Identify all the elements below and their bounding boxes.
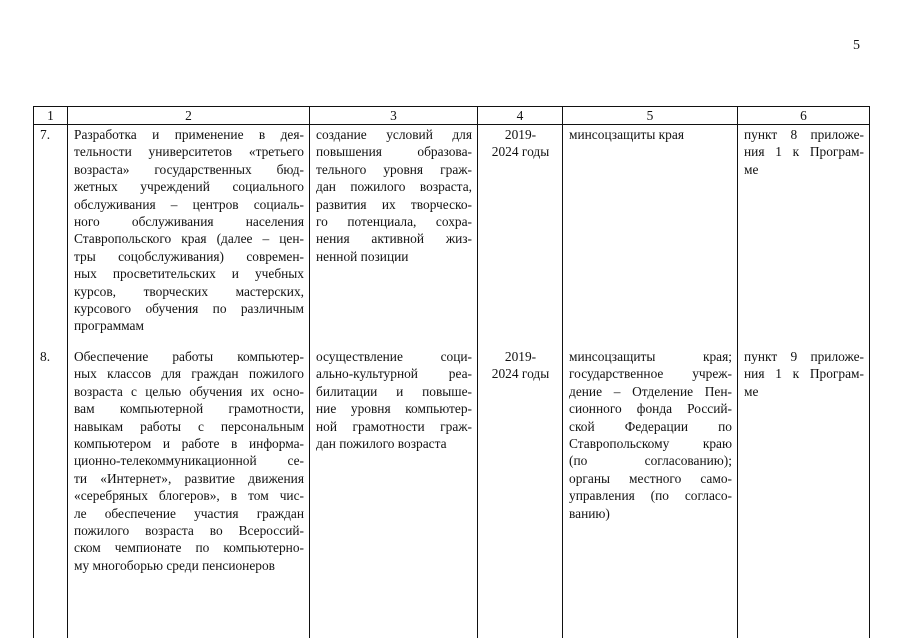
cell-text-line: осуществление соци- [316, 349, 472, 364]
row-number: 8. [34, 336, 68, 578]
cell-text-line: дан пожилого возраста [316, 436, 447, 452]
column-header-4: 4 [478, 107, 563, 125]
table-row [34, 336, 870, 578]
reference-cell [738, 125, 870, 337]
cell-text-line: ния 1 к Програм- [744, 366, 864, 382]
cell-text-line: ти «Интернет», развитие движения [74, 470, 304, 486]
cell-text-line: дение – Отделение Пен- [569, 383, 732, 399]
cell-text-line: нения активной жиз- [316, 231, 472, 247]
cell-text-line: пожилого возраста во Всероссий- [74, 523, 304, 539]
cell-text-line: государственное учреж- [569, 366, 732, 382]
cell-text-line: ской Федерации по [569, 418, 732, 434]
cell-text-line: программам [74, 318, 144, 334]
cell-text-line: «серебряных блогеров», в том чис- [74, 488, 304, 504]
cell-text-line: ме [744, 383, 759, 399]
activity-cell [68, 336, 310, 578]
row-number: 7. [34, 125, 68, 337]
goal-cell [310, 125, 478, 337]
cell-text-line: дан пожилого возраста, [316, 179, 472, 195]
cell-text-line: Ставропольского края (далее – цен- [74, 231, 304, 247]
cell-text-line: минсоцзащиты края; [569, 349, 732, 364]
cell-text-line: ненной позиции [316, 248, 409, 264]
period-cell [478, 125, 563, 337]
column-header-2: 2 [68, 107, 310, 125]
cell-text-line: тры соцобслуживания) современ- [74, 248, 304, 264]
column-header-3: 3 [310, 107, 478, 125]
cell-text-line: ние уровня компьютер- [316, 401, 472, 417]
cell-text-line: курсового обучения по различным [74, 301, 304, 317]
cell-text-line: вам компьютерной грамотности, [74, 401, 304, 417]
cell-text-line: ле обеспечение участия граждан [74, 505, 304, 521]
cell-text-line: обслуживания – центров социаль- [74, 196, 304, 212]
program-activities-table [33, 106, 870, 638]
cell-text-line: возраста с целью обучения их осно- [74, 383, 304, 399]
cell-text-line: (по согласованию); [569, 453, 732, 469]
cell-text-line: ванию) [569, 505, 610, 521]
cell-text-line: Разработка и применение в дея- [74, 127, 304, 142]
cell-text-line: создание условий для [316, 127, 472, 142]
cell-text-line: компьютером и работе в информа- [74, 436, 304, 452]
goal-cell [310, 336, 478, 578]
cell-text-line: билитации и повыше- [316, 383, 472, 399]
cell-text-line: го потенциала, сохра- [316, 214, 472, 230]
cell-text-line: минсоцзащиты края [569, 127, 684, 142]
cell-text-line: развития их творческо- [316, 196, 472, 212]
cell-text-line: ной грамотности граж- [316, 418, 472, 434]
cell-text-line: ме [744, 161, 759, 177]
cell-text-line: му многоборью среди пенсионеров [74, 557, 276, 573]
cell-text-line: ционно-телекоммуникационной се- [74, 453, 304, 469]
period-cell [478, 336, 563, 578]
cell-text-line: пункт 8 приложе- [744, 127, 864, 142]
cell-text-line: 2019- [504, 349, 537, 364]
cell-text-line: 2024 годы [491, 366, 550, 382]
cell-text-line: возраста» государственных бюд- [74, 161, 304, 177]
cell-text-line: жетных учреждений социального [74, 179, 304, 195]
cell-text-line: ально-культурной реа- [316, 366, 472, 382]
cell-text-line: органы местного само- [569, 470, 732, 486]
table-bottom-spacer [34, 578, 870, 638]
cell-text-line: 2019- [504, 127, 537, 142]
column-number-header-row [34, 107, 870, 125]
cell-text-line: повышения образова- [316, 144, 472, 160]
cell-text-line: ском чемпионате по компьютерно- [74, 540, 304, 556]
activity-cell [68, 125, 310, 337]
reference-cell [738, 336, 870, 578]
cell-text-line: тельности университетов «третьего [74, 144, 304, 160]
cell-text-line: пункт 9 приложе- [744, 349, 864, 364]
cell-text-line: тельного уровня граж- [316, 161, 472, 177]
cell-text-line: ния 1 к Програм- [744, 144, 864, 160]
table-row [34, 125, 870, 337]
cell-text-line: Обеспечение работы компьютер- [74, 349, 304, 364]
column-header-6: 6 [738, 107, 870, 125]
executor-cell [563, 336, 738, 578]
cell-text-line: сионного фонда Россий- [569, 401, 732, 417]
cell-text-line: ного обслуживания населения [74, 214, 304, 230]
column-header-1: 1 [34, 107, 68, 125]
cell-text-line: навыкам работы с персональным [74, 418, 304, 434]
cell-text-line: ных классов для граждан пожилого [74, 366, 304, 382]
cell-text-line: Ставропольскому краю [569, 436, 732, 452]
cell-text-line: курсов, творческих мастерских, [74, 283, 304, 299]
column-header-5: 5 [563, 107, 738, 125]
executor-cell [563, 125, 738, 337]
cell-text-line: ных просветительских и учебных [74, 266, 304, 282]
page-number: 5 [853, 38, 860, 53]
cell-text-line: управления (по согласо- [569, 488, 732, 504]
cell-text-line: 2024 годы [491, 144, 550, 160]
